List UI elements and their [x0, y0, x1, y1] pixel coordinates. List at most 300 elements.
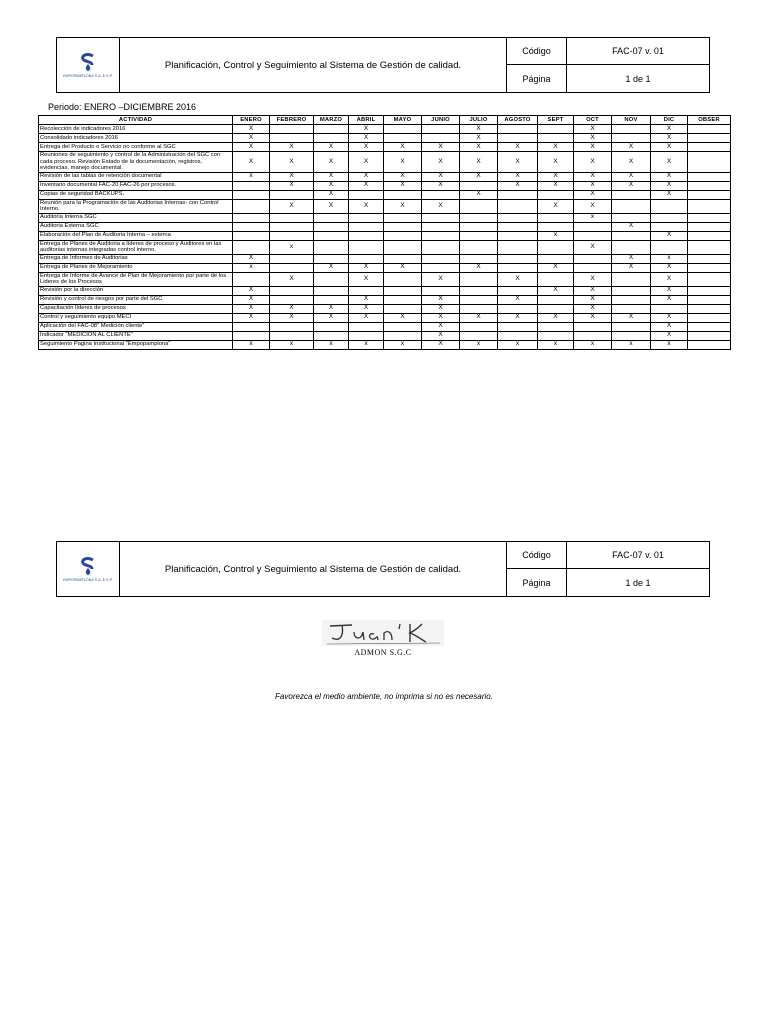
month-mark-cell [422, 125, 460, 134]
month-mark-cell [349, 286, 384, 295]
month-mark-cell [314, 125, 349, 134]
activity-cell: Entrega del Producto o Servicio no conforme al SGC [39, 143, 233, 152]
month-mark-cell: X [422, 152, 460, 173]
month-mark-cell [574, 231, 612, 240]
table-row [39, 152, 731, 173]
month-mark-cell [460, 295, 498, 304]
table-header-row [39, 116, 731, 125]
column-header: FEBRERO [270, 116, 314, 125]
activity-cell: Reunión para la Programación de las Auditorias Internas- con Control Interno. [39, 199, 233, 213]
signature-caption: ADMON S.G.C [354, 648, 412, 657]
month-mark-cell: X [349, 272, 384, 286]
month-mark-cell [270, 125, 314, 134]
month-mark-cell [688, 181, 731, 190]
column-header: MAYO [384, 116, 422, 125]
month-mark-cell: X [384, 152, 422, 173]
month-mark-cell [688, 152, 731, 173]
month-mark-cell: X [349, 199, 384, 213]
activity-cell: Consolidado indicadores 2016 [39, 134, 233, 143]
month-mark-cell [422, 240, 460, 254]
month-mark-cell: X [460, 152, 498, 173]
month-mark-cell [498, 231, 538, 240]
month-mark-cell [688, 254, 731, 263]
month-mark-cell: X [384, 181, 422, 190]
month-mark-cell: X [651, 231, 688, 240]
month-mark-cell [688, 322, 731, 331]
logo-name: EMPOPAMPLONA S.A. E.S.P. [63, 577, 113, 582]
column-header: JULIO [460, 116, 498, 125]
month-mark-cell [651, 240, 688, 254]
month-mark-cell: X [384, 263, 422, 272]
month-mark-cell: x [460, 340, 498, 349]
column-header: AGOSTO [498, 116, 538, 125]
activity-cell: Entrega de Informe de Avance de Plan de Mejoramiento por parte de los Lideres de los Procesos [39, 272, 233, 286]
month-mark-cell: X [498, 295, 538, 304]
month-mark-cell [538, 213, 574, 222]
month-mark-cell: X [498, 272, 538, 286]
month-mark-cell [538, 222, 574, 231]
month-mark-cell: x [574, 340, 612, 349]
month-mark-cell: X [538, 181, 574, 190]
month-mark-cell [384, 322, 422, 331]
month-mark-cell [422, 263, 460, 272]
month-mark-cell [384, 231, 422, 240]
month-mark-cell: X [314, 172, 349, 181]
month-mark-cell: X [538, 286, 574, 295]
month-mark-cell: X [460, 143, 498, 152]
table-row [39, 313, 731, 322]
month-mark-cell: X [233, 295, 270, 304]
month-mark-cell [349, 213, 384, 222]
month-mark-cell [612, 134, 651, 143]
pagina-value: 1 de 1 [625, 577, 651, 588]
month-mark-cell: X [422, 172, 460, 181]
activity-cell: Revisión y control de riesgos por parte del SGC [39, 295, 233, 304]
month-mark-cell [538, 254, 574, 263]
company-logo-icon [78, 557, 98, 577]
codigo-value: FAC-07 v. 01 [567, 38, 709, 65]
month-mark-cell [233, 331, 270, 340]
month-mark-cell: X [314, 313, 349, 322]
month-mark-cell: X [612, 143, 651, 152]
period-label: Periodo: ENERO –DICIEMBRE 2016 [48, 102, 197, 112]
month-mark-cell [498, 322, 538, 331]
month-mark-cell [460, 231, 498, 240]
month-mark-cell [538, 322, 574, 331]
month-mark-cell [574, 254, 612, 263]
month-mark-cell: X [314, 143, 349, 152]
month-mark-cell [314, 240, 349, 254]
month-mark-cell [688, 240, 731, 254]
month-mark-cell [422, 286, 460, 295]
month-mark-cell [612, 286, 651, 295]
month-mark-cell [460, 304, 498, 313]
month-mark-cell [498, 190, 538, 199]
month-mark-cell [233, 222, 270, 231]
table-row [39, 213, 731, 222]
activity-cell: Aplicación del FAC-08" Medición cliente" [39, 322, 233, 331]
month-mark-cell [651, 199, 688, 213]
company-logo [57, 542, 120, 596]
activity-cell: Recolección de indicadores 2016 [39, 125, 233, 134]
month-mark-cell: X [422, 181, 460, 190]
month-mark-cell [422, 134, 460, 143]
month-mark-cell: X [422, 331, 460, 340]
month-mark-cell: X [384, 313, 422, 322]
activity-cell: Capacitación líderes de procesos [39, 304, 233, 313]
month-mark-cell: X [422, 295, 460, 304]
month-mark-cell [688, 190, 731, 199]
month-mark-cell [688, 295, 731, 304]
month-mark-cell [314, 231, 349, 240]
month-mark-cell: x [538, 231, 574, 240]
month-mark-cell [349, 322, 384, 331]
column-header: JUNIO [422, 116, 460, 125]
month-mark-cell [498, 199, 538, 213]
month-mark-cell: x [538, 340, 574, 349]
activity-cell: Seguimiento Pagina Institucional "Empopamplona" [39, 340, 233, 349]
month-mark-cell [688, 213, 731, 222]
table-row [39, 190, 731, 199]
month-mark-cell [349, 190, 384, 199]
month-mark-cell: X [498, 181, 538, 190]
month-mark-cell [460, 254, 498, 263]
month-mark-cell [498, 134, 538, 143]
month-mark-cell: X [460, 263, 498, 272]
month-mark-cell [460, 286, 498, 295]
month-mark-cell [612, 199, 651, 213]
month-mark-cell [498, 125, 538, 134]
month-mark-cell: X [270, 304, 314, 313]
month-mark-cell [270, 213, 314, 222]
column-header: SEPT [538, 116, 574, 125]
month-mark-cell [314, 295, 349, 304]
month-mark-cell [233, 181, 270, 190]
month-mark-cell: X [384, 143, 422, 152]
month-mark-cell: x [270, 240, 314, 254]
month-mark-cell: X [612, 181, 651, 190]
month-mark-cell [612, 322, 651, 331]
month-mark-cell: X [574, 286, 612, 295]
month-mark-cell [688, 172, 731, 181]
month-mark-cell: X [422, 340, 460, 349]
month-mark-cell [384, 190, 422, 199]
schedule-table [38, 115, 731, 350]
month-mark-cell: X [538, 143, 574, 152]
month-mark-cell: X [460, 125, 498, 134]
month-mark-cell: x [270, 340, 314, 349]
month-mark-cell: X [651, 125, 688, 134]
month-mark-cell: X [460, 172, 498, 181]
month-mark-cell: X [270, 272, 314, 286]
month-mark-cell: X [574, 272, 612, 286]
month-mark-cell [498, 304, 538, 313]
table-row [39, 172, 731, 181]
month-mark-cell: x [314, 340, 349, 349]
month-mark-cell [314, 331, 349, 340]
month-mark-cell: X [651, 152, 688, 173]
month-mark-cell: X [651, 190, 688, 199]
month-mark-cell [270, 286, 314, 295]
month-mark-cell: X [314, 190, 349, 199]
month-mark-cell: X [460, 134, 498, 143]
month-mark-cell [270, 295, 314, 304]
month-mark-cell: x [651, 254, 688, 263]
month-mark-cell: X [349, 263, 384, 272]
month-mark-cell: x [498, 340, 538, 349]
month-mark-cell [688, 231, 731, 240]
month-mark-cell [612, 190, 651, 199]
activity-cell: Revisión por la dirección [39, 286, 233, 295]
month-mark-cell [612, 295, 651, 304]
month-mark-cell [233, 240, 270, 254]
month-mark-cell [460, 272, 498, 286]
month-mark-cell [349, 222, 384, 231]
month-mark-cell: X [651, 272, 688, 286]
month-mark-cell: X [422, 272, 460, 286]
month-mark-cell: X [574, 313, 612, 322]
month-mark-cell: X [574, 143, 612, 152]
month-mark-cell [688, 304, 731, 313]
month-mark-cell: X [612, 172, 651, 181]
month-mark-cell [460, 240, 498, 254]
month-mark-cell: X [460, 313, 498, 322]
month-mark-cell: X [574, 295, 612, 304]
month-mark-cell: X [574, 172, 612, 181]
month-mark-cell: X [498, 143, 538, 152]
activity-cell: Auditoria Interna SGC [39, 213, 233, 222]
month-mark-cell [384, 304, 422, 313]
month-mark-cell [314, 254, 349, 263]
month-mark-cell [460, 331, 498, 340]
month-mark-cell [384, 134, 422, 143]
month-mark-cell: X [574, 240, 612, 254]
month-mark-cell [314, 222, 349, 231]
month-mark-cell [498, 286, 538, 295]
month-mark-cell: X [270, 152, 314, 173]
column-header: ACTIVIDAD [39, 116, 233, 125]
month-mark-cell [688, 331, 731, 340]
activity-cell: Reuniones de seguimiento y control de la Administración del SGC con cada proceso. Revisión Estado de la documentación, registros, evidencias, manejo documental. [39, 152, 233, 173]
month-mark-cell [538, 190, 574, 199]
month-mark-cell [233, 272, 270, 286]
month-mark-cell [498, 263, 538, 272]
month-mark-cell [538, 304, 574, 313]
document-title: Planificación, Control y Seguimiento al Sistema de Gestión de calidad. [120, 542, 507, 596]
month-mark-cell [384, 222, 422, 231]
month-mark-cell [612, 240, 651, 254]
month-mark-cell [498, 254, 538, 263]
month-mark-cell [574, 222, 612, 231]
activity-cell: Entrega de Planes de Auditoria a líderes de proceso y Auditores en las auditorias internas integradas control interno. [39, 240, 233, 254]
column-header: ABRIL [349, 116, 384, 125]
month-mark-cell [233, 213, 270, 222]
table-row [39, 240, 731, 254]
month-mark-cell [538, 272, 574, 286]
month-mark-cell [314, 213, 349, 222]
month-mark-cell [270, 222, 314, 231]
month-mark-cell: X [349, 125, 384, 134]
month-mark-cell: x [651, 340, 688, 349]
month-mark-cell: X [574, 134, 612, 143]
month-mark-cell [460, 222, 498, 231]
month-mark-cell: X [651, 286, 688, 295]
month-mark-cell [422, 254, 460, 263]
month-mark-cell: X [349, 134, 384, 143]
month-mark-cell [314, 272, 349, 286]
month-mark-cell [612, 213, 651, 222]
month-mark-cell: X [574, 190, 612, 199]
month-mark-cell: X [270, 181, 314, 190]
month-mark-cell [498, 213, 538, 222]
month-mark-cell: X [422, 304, 460, 313]
table-row [39, 134, 731, 143]
month-mark-cell [688, 313, 731, 322]
month-mark-cell [688, 134, 731, 143]
month-mark-cell: X [314, 152, 349, 173]
month-mark-cell: X [233, 125, 270, 134]
month-mark-cell [460, 181, 498, 190]
month-mark-cell [314, 134, 349, 143]
month-mark-cell [270, 254, 314, 263]
month-mark-cell [270, 231, 314, 240]
month-mark-cell: X [349, 295, 384, 304]
month-mark-cell: X [422, 322, 460, 331]
month-mark-cell [422, 190, 460, 199]
codigo-value: FAC-07 v. 01 [567, 542, 709, 569]
activity-cell: Indicador "MEDICION AL CLIENTE" [39, 331, 233, 340]
month-mark-cell [612, 331, 651, 340]
month-mark-cell: X [651, 295, 688, 304]
month-mark-cell: X [233, 134, 270, 143]
column-header: NOV [612, 116, 651, 125]
month-mark-cell: X [651, 181, 688, 190]
month-mark-cell: X [538, 199, 574, 213]
table-row [39, 199, 731, 213]
month-mark-cell [460, 213, 498, 222]
month-mark-cell [422, 213, 460, 222]
column-header: MARZO [314, 116, 349, 125]
month-mark-cell: X [538, 172, 574, 181]
month-mark-cell [688, 199, 731, 213]
month-mark-cell [538, 240, 574, 254]
table-row [39, 222, 731, 231]
month-mark-cell: X [460, 190, 498, 199]
month-mark-cell: X [233, 286, 270, 295]
month-mark-cell: x [233, 172, 270, 181]
month-mark-cell: X [270, 313, 314, 322]
month-mark-cell [612, 125, 651, 134]
activity-cell: Copias de seguridad BACKUPS. [39, 190, 233, 199]
month-mark-cell: X [233, 152, 270, 173]
signature-image [322, 618, 444, 648]
month-mark-cell [422, 231, 460, 240]
table-row [39, 272, 731, 286]
codigo-label: Código [507, 38, 567, 65]
month-mark-cell: X [538, 152, 574, 173]
table-row [39, 143, 731, 152]
table-row [39, 231, 731, 240]
month-mark-cell [651, 304, 688, 313]
column-header: OCT [574, 116, 612, 125]
month-mark-cell [688, 340, 731, 349]
month-mark-cell [688, 286, 731, 295]
table-row [39, 125, 731, 134]
month-mark-cell [688, 263, 731, 272]
table-row [39, 322, 731, 331]
month-mark-cell: X [574, 125, 612, 134]
activity-cell: Elaboración del Plan de Auditoria Interna – externa [39, 231, 233, 240]
month-mark-cell [538, 125, 574, 134]
table-row [39, 340, 731, 349]
month-mark-cell: X [233, 304, 270, 313]
month-mark-cell [688, 143, 731, 152]
month-mark-cell: X [651, 331, 688, 340]
month-mark-cell [538, 295, 574, 304]
table-row [39, 295, 731, 304]
table-row [39, 331, 731, 340]
column-header: OBSER [688, 116, 731, 125]
month-mark-cell: X [233, 143, 270, 152]
table-body [39, 125, 731, 350]
month-mark-cell [612, 272, 651, 286]
month-mark-cell [538, 331, 574, 340]
document-title: Planificación, Control y Seguimiento al Sistema de Gestión de calidad. [120, 38, 507, 92]
activity-cell: Revisión de las tablas de retención documental [39, 172, 233, 181]
month-mark-cell: X [538, 313, 574, 322]
month-mark-cell: X [384, 172, 422, 181]
company-logo-icon [78, 53, 98, 73]
month-mark-cell: X [651, 134, 688, 143]
month-mark-cell: X [349, 181, 384, 190]
month-mark-cell: X [574, 152, 612, 173]
month-mark-cell [349, 331, 384, 340]
month-mark-cell: X [574, 199, 612, 213]
month-mark-cell: X [233, 313, 270, 322]
month-mark-cell [384, 331, 422, 340]
company-logo [57, 38, 120, 92]
month-mark-cell [349, 254, 384, 263]
month-mark-cell: X [498, 313, 538, 322]
pagina-label: Página [507, 569, 567, 596]
month-mark-cell: X [612, 152, 651, 173]
month-mark-cell [384, 286, 422, 295]
month-mark-cell: X [384, 199, 422, 213]
table-row [39, 286, 731, 295]
logo-name: EMPOPAMPLONA S.A. E.S.P. [63, 73, 113, 78]
month-mark-cell: X [422, 143, 460, 152]
month-mark-cell [574, 263, 612, 272]
month-mark-cell: x [574, 213, 612, 222]
month-mark-cell: x [384, 340, 422, 349]
month-mark-cell [384, 125, 422, 134]
month-mark-cell [314, 322, 349, 331]
month-mark-cell: X [314, 304, 349, 313]
month-mark-cell: X [270, 172, 314, 181]
month-mark-cell [233, 199, 270, 213]
month-mark-cell [612, 231, 651, 240]
pagina-value: 1 de 1 [625, 73, 651, 84]
month-mark-cell [651, 222, 688, 231]
month-mark-cell [612, 304, 651, 313]
month-mark-cell: X [233, 254, 270, 263]
month-mark-cell: X [498, 172, 538, 181]
month-mark-cell: X [574, 304, 612, 313]
month-mark-cell: x [612, 340, 651, 349]
column-header: ENERO [233, 116, 270, 125]
document-header-top [56, 37, 710, 93]
month-mark-cell: X [651, 143, 688, 152]
